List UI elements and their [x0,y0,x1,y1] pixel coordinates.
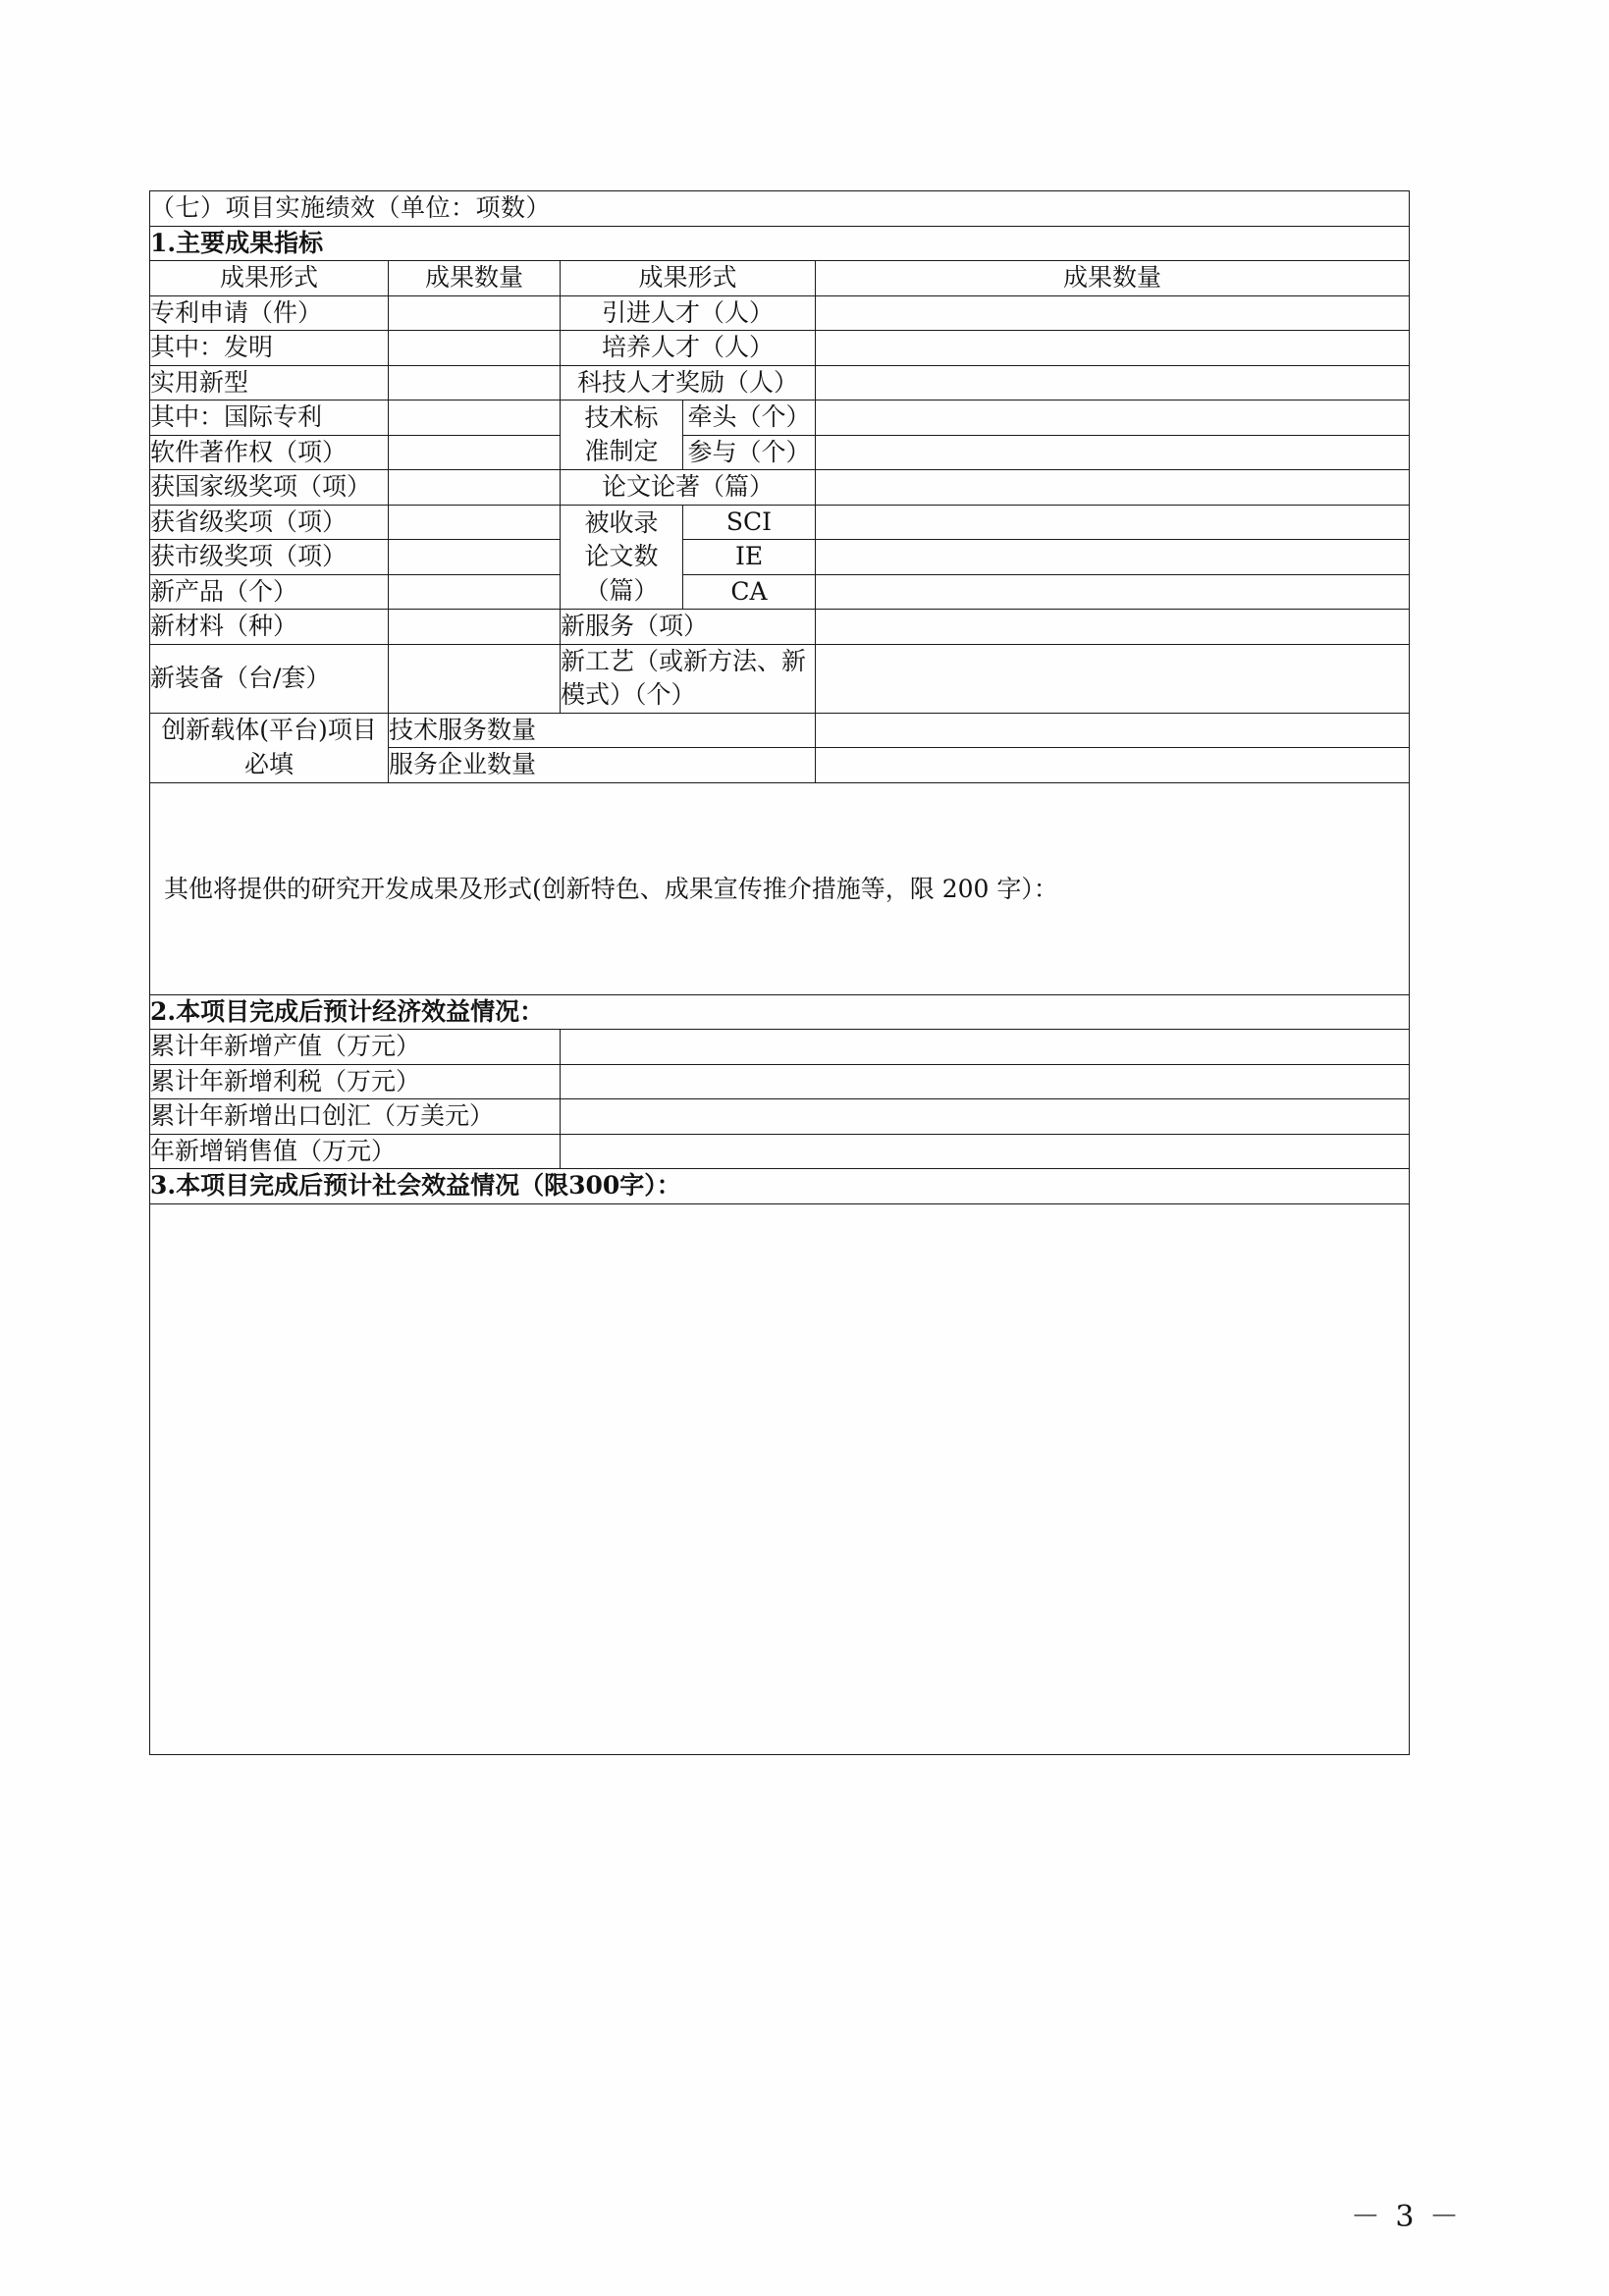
result-label-standards-lead: 牵头（个） [683,400,816,436]
indexed-papers-line1: 被收录 [584,507,659,537]
table-row [150,505,1410,540]
result-value-invention[interactable] [389,331,561,366]
table-row [150,1134,1410,1169]
table-row [150,331,1410,366]
result-value-utility-model[interactable] [389,365,561,400]
table-row [150,1099,1410,1135]
result-label-ie: IE [683,540,816,575]
platform-label-line1: 创新载体(平台)项目 [161,716,377,744]
column-header-form-left: 成果形式 [150,261,389,296]
result-value-new-material[interactable] [389,610,561,645]
economic-label-cumulative-tax: 累计年新增利税（万元） [150,1064,561,1099]
social-benefit-cell[interactable] [150,1203,1410,1754]
result-label-patent-application: 专利申请（件） [150,295,389,331]
result-label-introduced-talent: 引进人才（人） [561,295,816,331]
result-label-invention: 其中：发明 [150,331,389,366]
table-row-other-results [150,782,1410,994]
indexed-papers-line3: （篇） [584,575,659,605]
table-row-subsection-2 [150,994,1410,1030]
result-value-new-service[interactable] [816,610,1410,645]
result-label-papers: 论文论著（篇） [561,470,816,506]
result-label-national-award: 获国家级奖项（项） [150,470,389,506]
result-label-talent-award: 科技人才奖励（人） [561,365,816,400]
platform-label-tech-service-count: 技术服务数量 [389,713,816,748]
result-value-international-patent[interactable] [389,400,561,436]
result-value-standards-participate[interactable] [816,435,1410,470]
table-row [150,470,1410,506]
indexed-papers-line2: 论文数 [584,542,659,570]
result-label-sci: SCI [683,505,816,540]
subsection-2-heading: 2.本项目完成后预计经济效益情况： [150,994,1410,1030]
result-value-introduced-talent[interactable] [816,295,1410,331]
table-row [150,540,1410,575]
result-value-talent-award[interactable] [816,365,1410,400]
result-value-new-product[interactable] [389,574,561,610]
table-row [150,713,1410,748]
other-results-cell[interactable] [150,782,1410,994]
platform-label-line2: 必填 [243,749,294,778]
result-label-utility-model: 实用新型 [150,365,389,400]
result-value-standards-lead[interactable] [816,400,1410,436]
result-label-new-product: 新产品（个） [150,574,389,610]
table-row [150,1064,1410,1099]
economic-label-cumulative-export: 累计年新增出口创汇（万美元） [150,1099,561,1135]
standards-label-line2: 准制定 [584,437,659,465]
result-label-ca: CA [683,574,816,610]
economic-label-annual-sales: 年新增销售值（万元） [150,1134,561,1169]
table-row [150,574,1410,610]
table-row-subsection-3 [150,1169,1410,1204]
platform-value-tech-service-count[interactable] [816,713,1410,748]
result-group-label-indexed-papers [561,505,683,610]
column-header-form-right: 成果形式 [561,261,816,296]
result-value-municipal-award[interactable] [389,540,561,575]
result-label-cultivated-talent: 培养人才（人） [561,331,816,366]
table-row [150,435,1410,470]
result-label-international-patent: 其中：国际专利 [150,400,389,436]
platform-group-label [150,713,389,782]
table-row [150,610,1410,645]
result-value-ie[interactable] [816,540,1410,575]
economic-value-cumulative-output-value[interactable] [561,1030,1410,1065]
economic-value-cumulative-tax[interactable] [561,1064,1410,1099]
result-value-provincial-award[interactable] [389,505,561,540]
result-value-national-award[interactable] [389,470,561,506]
page-number: － 3 － [1350,2200,1462,2234]
economic-value-cumulative-export[interactable] [561,1099,1410,1135]
other-results-note: 其他将提供的研究开发成果及形式(创新特色、成果宣传推介措施等，限 200 字）： [164,874,1058,903]
result-label-new-process: 新工艺（或新方法、新模式）（个） [561,644,816,713]
subsection-3-heading: 3.本项目完成后预计社会效益情况（限300字）： [150,1169,1410,1204]
platform-label-served-enterprise-count: 服务企业数量 [389,748,816,783]
result-label-new-equipment: 新装备（台/套） [150,644,389,713]
table-row-social-benefit [150,1203,1410,1754]
result-value-sci[interactable] [816,505,1410,540]
result-group-label-standards [561,400,683,470]
other-results-value [150,906,1409,918]
table-row-section-title [150,191,1410,227]
result-label-new-service: 新服务（项） [561,610,816,645]
table-row [150,365,1410,400]
project-performance-table [149,190,1410,1755]
column-header-count-right: 成果数量 [816,261,1410,296]
result-label-new-material: 新材料（种） [150,610,389,645]
table-row-column-headers [150,261,1410,296]
table-row [150,295,1410,331]
result-value-ca[interactable] [816,574,1410,610]
table-row [150,400,1410,436]
section-title: （七）项目实施绩效（单位：项数） [150,191,1410,227]
column-header-count-left: 成果数量 [389,261,561,296]
result-label-software-copyright: 软件著作权（项） [150,435,389,470]
result-value-new-process[interactable] [816,644,1410,713]
table-row-subsection-1 [150,226,1410,261]
result-value-patent-application[interactable] [389,295,561,331]
economic-label-cumulative-output-value: 累计年新增产值（万元） [150,1030,561,1065]
table-row [150,1030,1410,1065]
result-value-papers[interactable] [816,470,1410,506]
result-label-standards-participate: 参与（个） [683,435,816,470]
result-value-new-equipment[interactable] [389,644,561,713]
result-value-software-copyright[interactable] [389,435,561,470]
platform-value-served-enterprise-count[interactable] [816,748,1410,783]
table-row [150,644,1410,713]
economic-value-annual-sales[interactable] [561,1134,1410,1169]
result-value-cultivated-talent[interactable] [816,331,1410,366]
standards-label-line1: 技术标 [584,402,659,432]
result-label-municipal-award: 获市级奖项（项） [150,540,389,575]
result-label-provincial-award: 获省级奖项（项） [150,505,389,540]
subsection-1-heading: 1.主要成果指标 [150,226,1410,261]
